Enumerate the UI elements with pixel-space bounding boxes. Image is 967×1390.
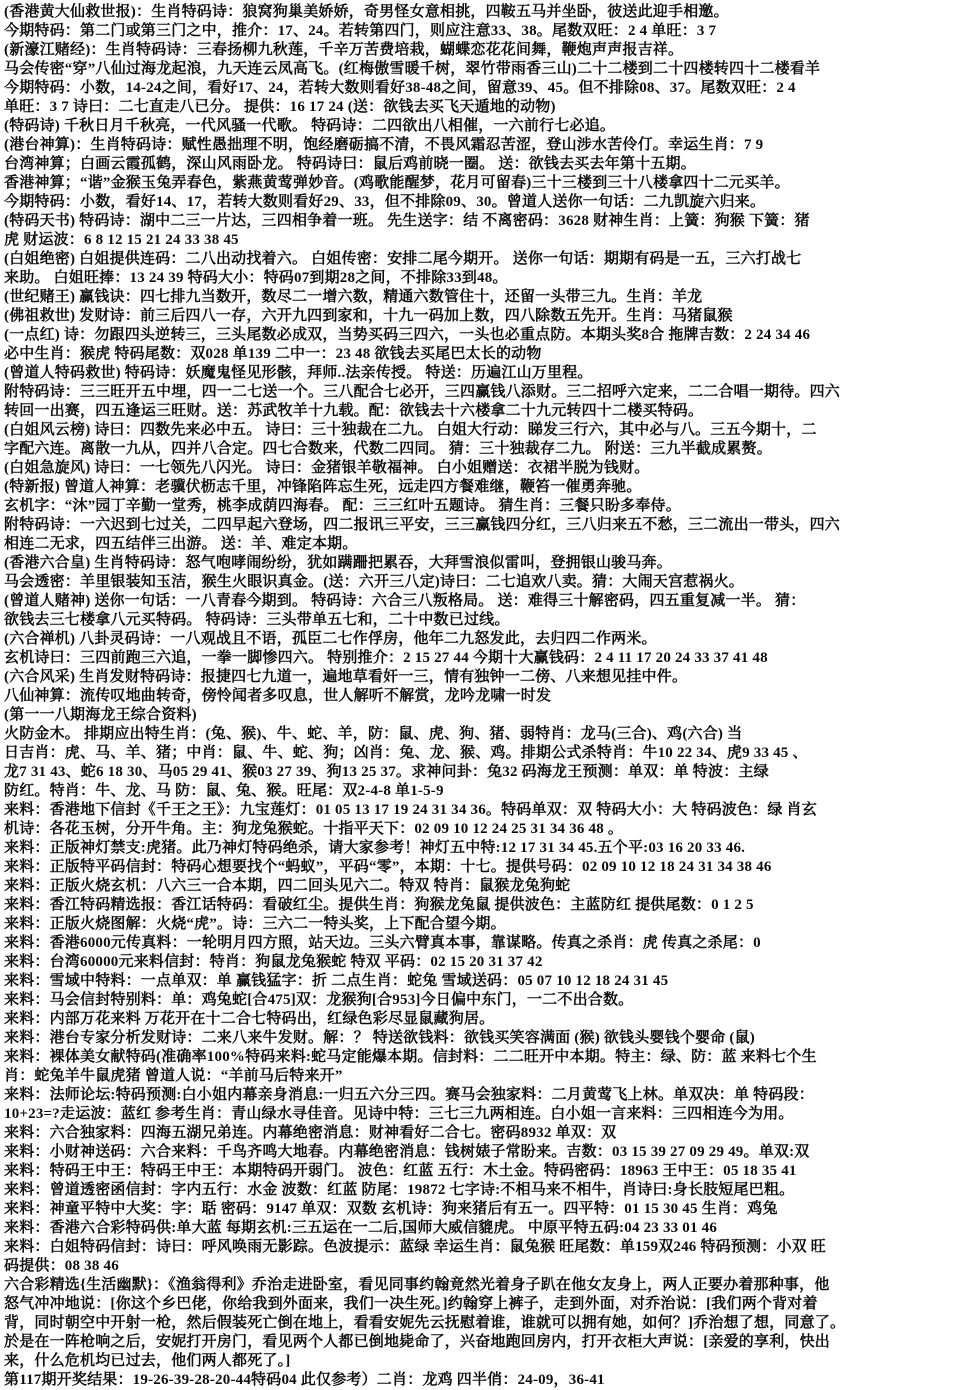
text-line: 来料：白姐特码信封：诗曰：呼风唤雨无影踪。色波提示：蓝绿 幸运生肖：鼠兔猴 旺尾数：单159双246 特码预测：小双 旺 (4, 1239, 827, 1255)
text-line: 来料：正版特平码信封：特码心想要找个“蚂蚁”，平码“零”，本期：十七。提供号码：02 09 10 12 18 24 31 34 38 46 (4, 859, 772, 875)
text-line: 玄机字：“沐”园丁辛勤一堂秀，桃李成荫四海春。 配：三三红叶五题诗。 猜生肖：三餐只盼多奉侍。 (4, 498, 681, 514)
text-line: 来料：正版神灯禁支:虎猪。此乃神灯特码绝杀，请大家参考！神灯五中特:12 17 31 34 45.五个平:03 16 20 33 46. (4, 840, 746, 856)
text-line: 来料：裸体美女献特码(准确率100%特码来料:蛇马定能爆本期。信封料：二二旺开中本期。特主：绿、防：蓝 来料七个生 (4, 1049, 817, 1065)
text-line: (一点红) 诗：勿跟四头逆转三，三头尾数必成双，当势买码三四六，一头也必重点防。本期头奖8合 拖牌吉数：2 24 34 46 (4, 327, 811, 343)
text-line: (白姐风云榜) 诗曰：四数先来必中五。 诗曰：三十独裁在二九。 白姐大行动：睇发三行六，其中必与八。三五今期十，二 (4, 422, 817, 438)
text-line: 欲钱去三七楼拿八元买特码。 特码诗：三头带单五七和，二十中数已过线。 (4, 612, 510, 628)
text-line: (六合风采) 生肖发财特码诗：报捷四七九道一，遍地草看奸一三，情有独钟一二傍、八来想见挂中件。 (4, 669, 688, 685)
text-line: (六合禅机) 八卦灵码诗：一八观战且不语，孤臣二七作俘房，他年二九怒发此，去归四二作两米。 (4, 631, 657, 647)
text-line: 来料：六合独家料：四海五湖兄弟连。内幕绝密消息：财神看好二合七。密码8932 单双：双 (4, 1125, 617, 1141)
text-line: 六合彩精选{生活幽默}：《渔翁得利》乔治走进卧室，看见同事约翰竟然光着身子趴在他女友身上，两人正要办着那种事，他 (4, 1277, 830, 1293)
text-line: 火防金木。 排期应出特生肖：(兔、猴)、牛、蛇、羊，防：鼠、虎、狗、猪、弱特肖：龙马(三合)、鸡(六合) 当 (4, 726, 743, 742)
text-line: 来料：神童平特中大奖：字：聒 密码：9147 单双：双数 玄机诗：狗来猪后有五一。四平特：01 15 30 45 生肖：鸡兔 (4, 1201, 778, 1217)
text-line: (第一一八期海龙王综合资料) (4, 707, 197, 723)
text-line: 来料：马会信封特别料：单：鸡兔蛇[合475]双：龙猴狗[合953]今日偏中东门，一二不出合数。 (4, 992, 634, 1008)
text-line: 台湾神算；白画云霞孤鹤，深山风雨卧龙。 特码诗曰：鼠后鸡前晓一圈。 送：欲钱去买去年第十五期。 (4, 156, 696, 172)
text-line: 肖：蛇兔羊牛鼠虎猪 曾道人说：“羊前马后特来开” (4, 1068, 343, 1084)
text-line: (佛祖救世) 发财诗：前三后四八一存，六开九四到家和，十九一码加上数，四八除数五先开。生肖：马猪鼠猴 (4, 308, 733, 324)
text-line: (世纪赌王) 赢钱诀：四七排九当数开，数尽二一增六数，精通六数管住十，还留一头带三九。生肖：羊龙 (4, 289, 703, 305)
text-line: 今期特码：第二门或第三门之中，推介：17、24。若转第四门，则应注意33、38。尾数双旺：2 4 单旺：3 7 (4, 23, 717, 39)
text-line: (白姐急旋风) 诗曰：一七领先八闪光。 诗曰：金猪银羊敬福神。 白小姐赠送：衣裙半脱为钱财。 (4, 460, 650, 476)
text-line: 必中生肖：猴虎 特码尾数：双028 单139 二中一：23 48 欲钱去买尾巴太长的动物 (4, 346, 542, 362)
text-line: 来料：香港六合彩特码供:单大蓝 每期玄机:三五运在一二后,国师大威信貔虎。 中原平特五码:04 23 33 01 46 (4, 1220, 718, 1236)
text-line: 单旺：3 7 诗曰：二七直走八已分。 提供：16 17 24 (送：欲钱去买飞天遁地的动物) (4, 99, 556, 115)
text-line: 於是在一阵枪响之后，安妮打开房门，看见两个人都已倒地毙命了，兴奋地跑回房内，打开衣柜大声说：[亲爱的享利，快出 (4, 1334, 831, 1350)
text-line: 今期特码：小数，14-24之间，看好17、24，若转大数则看好38-48之间，留意39、45。但不排除08、37。尾数双旺：2 4 (4, 80, 796, 96)
text-line: 今期特码：小数，看好14、17，若转大数则看好29、33，但不排除09、30。曾道人送你一句话：二九凯旋六归来。 (4, 194, 766, 210)
text-line: 龙7 31 43、蛇6 18 30、马05 29 41、猴03 27 39、狗13 25 37。求神问卦：兔32 码海龙王预测：单双：单 特波：主绿 (4, 764, 769, 780)
text-line: (特码天书) 特码诗：湖中二三一片达，三四相争着一班。 先生送字：结 不离密码：3628 财神生肖：上簧：狗猴 下簧：猪 (4, 213, 810, 229)
text-line: (香港黄大仙救世报)：生肖特码诗：狼窝狗巢美娇娇，奇男怪女意相挑，四鞍五马并坐卧，彼送此迎手相邀。 (4, 4, 729, 20)
text-line: 虎 财运波：6 8 12 15 21 24 33 38 45 (4, 232, 239, 248)
text-line: (港台神算)：生肖特码诗：赋性愚拙理不明，饱经磨砺搞不清，不畏风霜忍苦涩，登山涉水苦伶仃。幸运生肖：7 9 (4, 137, 764, 153)
text-line: 来料：香江特码精选报：香江话特码：看破红尘。提供生肖：狗猴龙兔鼠 提供波色：主蓝防红 提供尾数：0 1 2 5 (4, 897, 754, 913)
text-line: 相连二无求，四五结伴三出游。 送：羊、难定本期。 (4, 536, 358, 552)
text-line: 10+23=?走运波：蓝红 参考生肖：青山绿水寻佳音。见诗中特：三七三九两相连。白小姐一言来料：三四相连今为用。 (4, 1106, 794, 1122)
text-line: (曾道人赌神) 送你一句话：一八青春今期到。 特码诗：六合三八叛格局。 送：难得三十解密码，四五重复减一半。 猜： (4, 593, 806, 609)
text-line: 来料：法师论坛:特码预测:白小姐内幕亲身消息:一归五六分三四。赛马会独家料：二月黄莺飞上林。单双决：单 特码段： (4, 1087, 814, 1103)
text-line: 日吉肖：虎、马、羊、猪；中肖：鼠、牛、蛇、狗；凶肖：兔、龙、猴、鸡。排期公式杀特肖：牛10 22 34、虎9 33 45 、 (4, 745, 808, 761)
text-line: 马会透密：羊里银装知玉洁，猴生火眼识真金。(送：六开三八定)诗曰：二七追欢八卖。猜：大闹天宫惹祸火。 (4, 574, 744, 590)
text-line: (特新报) 曾道人神算：老骥伏枥志千里，冲锋陷阵忘生死，远走四方餐难继，鞭笞一催勇奔驰。 (4, 479, 642, 495)
text-line: 怒气冲冲地说：[你这个乡巴佬，你给我到外面来，我们一决生死。]约翰穿上裤子，走到外面，对乔治说：[我们两个背对着 (4, 1296, 818, 1312)
text-line: 来料：内部万花来料 万花开在十二合七特码出，红绿色彩尽显鼠藏狗居。 (4, 1011, 495, 1027)
text-line: (白姐绝密) 白姐提供连码：二八出动找着六。 白姐传密：安排二尾今期开。 送你一句话：期期有码是一五，三六打战七 (4, 251, 802, 267)
text-line: (香港六合皇) 生肖特码诗：怒气咆哮闹纷纷，犹如蹒跚把累吞，大拜雪浪似雷叫，登拥银山骏马奔。 (4, 555, 672, 571)
text-line: 来料：雪域中特料：一点单双：单 赢钱猛字：折 二点生肖：蛇兔 雪域送码：05 07 10 12 18 24 31 45 (4, 973, 669, 989)
text-line: (曾道人特码救世) 特码诗：妖魔鬼怪见形骸，拜师..法亲传授。 特送：历遍江山万里程。 (4, 365, 593, 381)
text-line: (新濠江赌经)：生肖特码诗：三春扬柳九秋莲，千辛万苦费培栽，蝴蝶恋花花间舞，鞭炮声声报吉祥。 (4, 42, 684, 58)
text-line: 来料：台湾60000元来料信封：特肖：狗鼠龙兔猴蛇 特双 平码：02 15 20 31 37 42 (4, 954, 543, 970)
text-line: 附特码诗：一六迟到七过关，二四早起六登场，四二报讯三平安，三三赢钱四分红，三八归来五不愁，三二流出一带头，四六 (4, 517, 841, 533)
text-line: 来助。 白姐旺捧：13 24 39 特码大小：特码07到期28之间，不排除33到48。 (4, 270, 508, 286)
text-line: (特码诗) 千秋日月千秋亮，一代风骚一代歌。 特码诗：二四欲出八相催，一六前行七必追。 (4, 118, 616, 134)
text-line: 来料：正版火烧图解：火烧“虎”。诗：三六二一特头奖，上下配合望今期。 (4, 916, 506, 932)
text-line: 转回一出赛，四五逢运三旺财。送：苏武牧羊十九载。配：欲钱去十六楼拿二十九元转四十二楼买特码。 (4, 403, 704, 419)
text-line: 机诗：各花玉树，分开牛角。主：狗龙兔猴蛇。十指平天下：02 09 10 12 24 25 31 34 36 48 。 (4, 821, 624, 837)
text-line: 来料：港台专家分析发财诗：二来八来牛发财。解：？ 特送欲钱料：欲钱买笑容满面 (猴) 欲钱头婴钱个婴命 (鼠) (4, 1030, 755, 1046)
text-line: 八仙神算：流传叹地曲转奇，傍怜闻者多叹息，世人解听不解赏，龙吟龙啸一时发 (4, 688, 552, 704)
text-line: 字配六连。离散一九从，四并八合定。四七合数来，代数二四同。 猜：三十独裁存二九。 附送：三九半截成累赘。 (4, 441, 772, 457)
text-line: 来料：小财神送码：六合来料：千鸟齐鸣大地春。内幕绝密消息：钱树婊子常盼来。吉数：03 15 39 27 09 29 49。单双:双 (4, 1144, 810, 1160)
text-line: 马会传密“穿”八仙过海龙起浪，九天连云凤高飞。(红梅傲雪暖千树，翠竹带雨香三山)二十二楼到二十四楼转四十二楼看羊 (4, 61, 821, 77)
text-line: 码提供：08 38 46 (4, 1258, 119, 1274)
text-line: 防红。特肖：牛、龙、马 防：鼠、兔、猴。旺尾：双2-4-8 单1-5-9 (4, 783, 444, 799)
text-line: 玄机诗曰：三四前跑三六追，一拳一脚惨四六。 特别推介：2 15 27 44 今期十大赢钱码：2 4 11 17 20 24 33 37 41 48 (4, 650, 768, 666)
text-line: 背，同时朝空中开射一枪，然后假装死亡倒在地上，看看安妮先云抚慰着谁，谁就可以拥有她，如何？]乔治想了想，同意了。 (4, 1315, 846, 1331)
text-line: 来料：曾道透密函信封：字内五行：水金 波数：红蓝 防尾：19872 七字诗:不相马来不相牛，肖诗曰:身长肢短尾巴粗。 (4, 1182, 795, 1198)
text-line: 来料：香港地下信封《千王之王》：九宝莲灯：01 05 13 17 19 24 31 34 36。特码单双：双 特码大小：大 特码波色：绿 肖玄 (4, 802, 817, 818)
text-line: 附特码诗：三三旺开五中埋，四一二七送一个。三八配合七必开，三四赢钱八添财。三二招呼六定来，二二合唱一期待。四六 (4, 384, 841, 400)
text-line: 香港神算；“谐”金猴玉兔弄春色，紫燕黄莺弹妙音。(鸡歌能醒梦，花月可留春)三十三楼到三十八楼拿四十二元买羊。 (4, 175, 790, 191)
text-line: 第117期开奖结果：19-26-39-28-20-44特码04 此仅参考）二肖：龙鸡 四半俏：24-09，36-41 (4, 1372, 605, 1388)
text-line: 来，什么危机均已过去，他们两人都死了。] (4, 1353, 291, 1369)
text-line: 来料：香港6000元传真料：一轮明月四方照，站天边。三头六臂真本事，靠谋略。传真之杀肖：虎 传真之杀尾：0 (4, 935, 761, 951)
text-line: 来料：特码王中王：特码王中王：本期特码开弱门。 波色：红蓝 五行：木土金。特码密码：18963 王中王：05 18 35 41 (4, 1163, 797, 1179)
text-line: 来料：正版火烧玄机：八六三一合本期，四二回头见六二。特双 特肖：鼠猴龙兔狗蛇 (4, 878, 571, 894)
